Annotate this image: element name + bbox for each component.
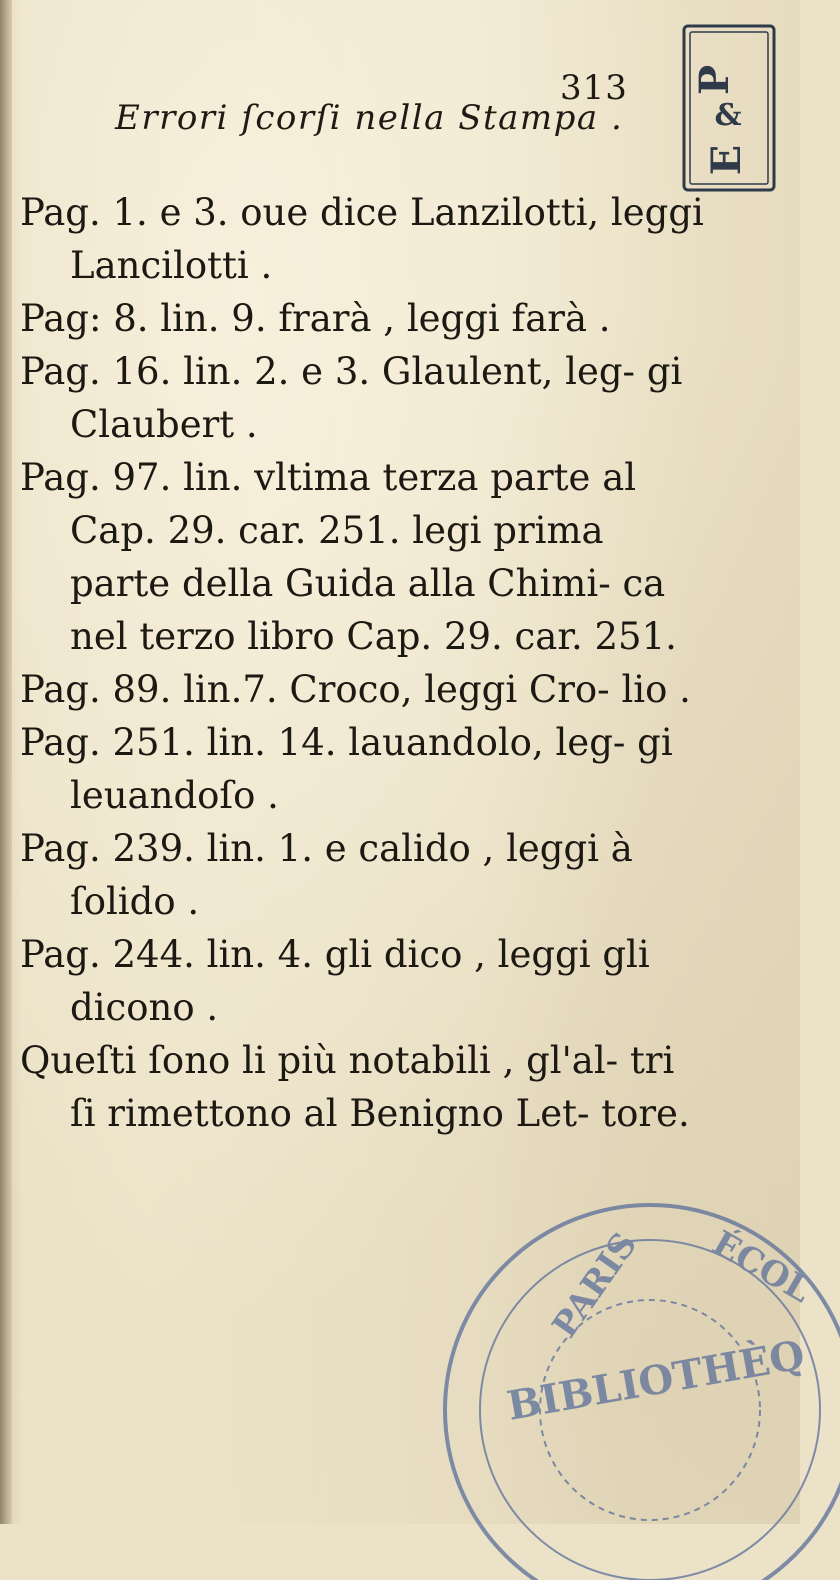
svg-text:P: P [691,64,738,96]
page-number: 313 [560,68,628,108]
errata-entry: Pag. 244. lin. 4. gli dico , leggi gli dicono . [20,933,650,1029]
errata-entry: Pag. 97. lin. vltima terza parte al Cap. 29. car. 251. legi prima parte della Guida alla Chimi- ca nel terzo libro Cap. 29. car. 251. [20,456,677,658]
errata-list [20,186,710,1140]
library-monogram-stamp-icon [678,20,780,196]
page-header: Errori ſcorſi nella Stampa . [115,98,624,138]
circular-ink-stamp-icon [420,1180,840,1580]
errata-entry: Pag. 89. lin.7. Croco, leggi Cro- lio . [20,668,691,711]
svg-text:ÉCOL: ÉCOL [705,1223,818,1312]
svg-text:PARIS: PARIS [544,1225,646,1346]
svg-text:E: E [703,144,750,176]
errata-entry: Queſti ſono li più notabili , gl'al- tri ſi rimettono al Benigno Let- tore. [20,1039,690,1135]
binding-edge [0,0,12,1524]
errata-entry: Pag. 1. e 3. oue dice Lanzilotti, leggi Lancilotti . [20,191,704,287]
errata-entry: Pag: 8. lin. 9. frarà , leggi farà . [20,297,611,340]
errata-entry: Pag. 16. lin. 2. e 3. Glaulent, leg- gi Claubert . [20,350,683,446]
svg-text:BIBLIOTHÈQ: BIBLIOTHÈQ [503,1331,809,1430]
errata-entry: Pag. 239. lin. 1. e calido , leggi à ſolido . [20,827,633,923]
errata-entry: Pag. 251. lin. 14. lauandolo, leg- gi leuandoſo . [20,721,673,817]
svg-text:&: & [714,98,742,133]
